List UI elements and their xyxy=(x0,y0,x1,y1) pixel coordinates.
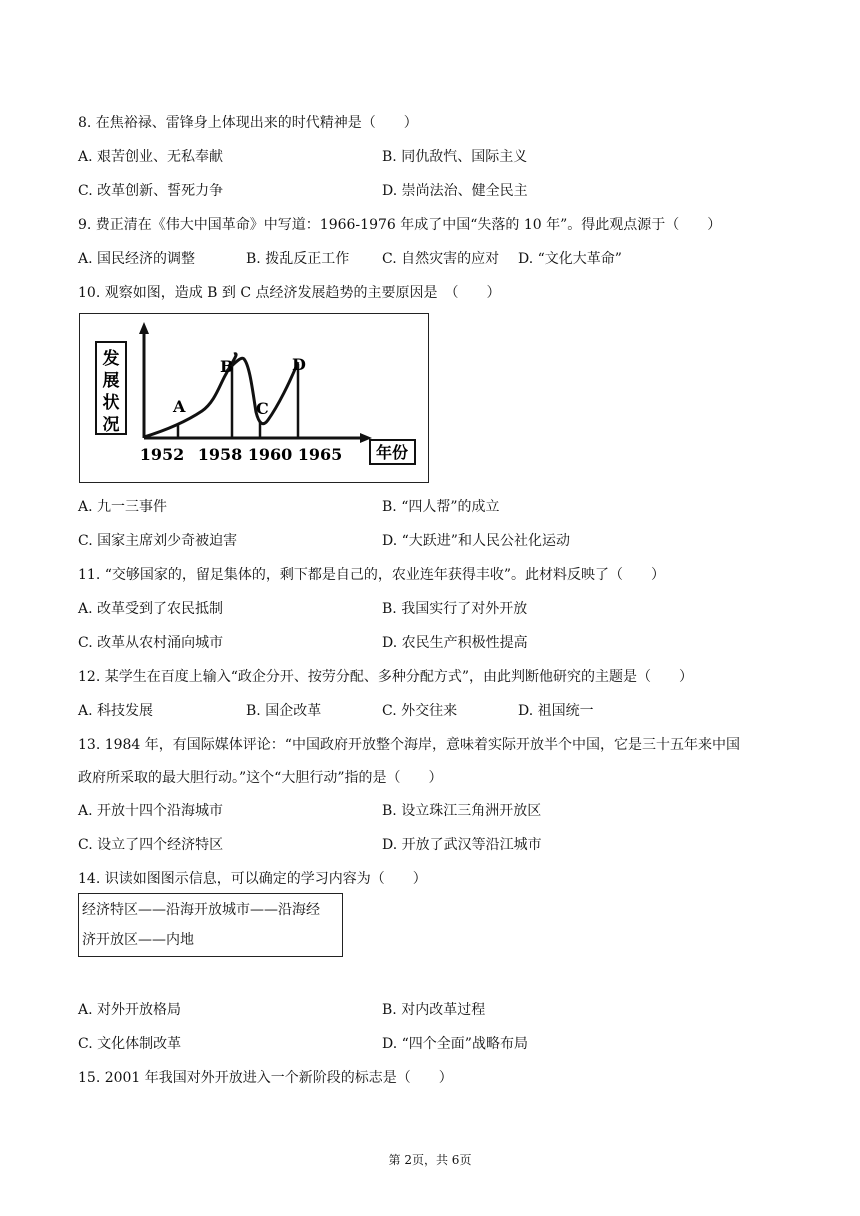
question-13-stem-line-2: 政府所采取的最大胆行动。”这个“大胆行动”指的是（ ） xyxy=(78,770,443,786)
question-8-stem: 8. 在焦裕禄、雷锋身上体现出来的时代精神是（ ） xyxy=(78,115,418,131)
question-14-stem: 14. 识读如图图示信息，可以确定的学习内容为（ ） xyxy=(78,871,427,887)
point-label-d: D xyxy=(292,355,306,374)
question-11-option-a: A. 改革受到了农民抵制 xyxy=(78,601,224,617)
year-label-1960: 1960 xyxy=(247,445,293,464)
question-12-option-a: A. 科技发展 xyxy=(78,703,154,719)
question-15-stem: 15. 2001 年我国对外开放进入一个新阶段的标志是（ ） xyxy=(78,1070,453,1086)
box-text-line-1: 经济特区——沿海开放城市——沿海经 xyxy=(82,902,320,918)
question-8-option-b: B. 同仇敌忾、国际主义 xyxy=(382,149,528,165)
question-8-option-d: D. 崇尚法治、健全民主 xyxy=(382,183,528,199)
question-12-option-c: C. 外交往来 xyxy=(382,703,458,719)
question-14-option-c: C. 文化体制改革 xyxy=(78,1036,182,1052)
question-8-option-a: A. 艰苦创业、无私奉献 xyxy=(78,149,224,165)
question-11-stem: 11. “交够国家的，留足集体的，剩下都是自己的，农业连年获得丰收”。此材料反映了（ ） xyxy=(78,567,666,583)
question-10-option-b: B. “四人帮”的成立 xyxy=(382,499,500,515)
question-12-option-d: D. 祖国统一 xyxy=(518,703,594,719)
question-9-option-d: D. “文化大革命” xyxy=(518,251,622,267)
question-10-option-c: C. 国家主席刘少奇被迫害 xyxy=(78,533,238,549)
y-axis-arrow xyxy=(139,322,149,334)
question-10-option-d: D. “大跃进”和人民公社化运动 xyxy=(382,533,570,549)
year-label-1965: 1965 xyxy=(297,445,343,464)
question-8-option-c: C. 改革创新、誓死力争 xyxy=(78,183,224,199)
question-10-stem: 10. 观察如图，造成 B 到 C 点经济发展趋势的主要原因是 （ ） xyxy=(78,285,501,301)
point-label-c: C xyxy=(256,399,269,418)
box-text-line-2: 济开放区——内地 xyxy=(82,932,194,948)
question-12-option-b: B. 国企改革 xyxy=(246,703,322,719)
question-9-option-c: C. 自然灾害的应对 xyxy=(382,251,500,267)
question-13-option-c: C. 设立了四个经济特区 xyxy=(78,837,224,853)
question-9-option-b: B. 拨乱反正工作 xyxy=(246,251,350,267)
ylabel-char-1: 发 xyxy=(102,349,120,369)
question-13-option-a: A. 开放十四个沿海城市 xyxy=(78,803,224,819)
ylabel-char-3: 状 xyxy=(102,393,120,413)
question-14-option-d: D. “四个全面”战略布局 xyxy=(382,1036,528,1052)
question-9-stem: 9. 费正清在《伟大中国革命》中写道：1966-1976 年成了中国“失落的 10 年”。得此观点源于（ ） xyxy=(78,217,722,233)
point-label-a: A xyxy=(173,397,186,416)
question-11-option-d: D. 农民生产积极性提高 xyxy=(382,635,528,651)
question-11-option-b: B. 我国实行了对外开放 xyxy=(382,601,528,617)
question-14-option-b: B. 对内改革过程 xyxy=(382,1002,486,1018)
question-9-option-a: A. 国民经济的调整 xyxy=(78,251,196,267)
development-trend-graph xyxy=(80,314,428,482)
economic-development-figure xyxy=(79,313,429,483)
xlabel: 年份 xyxy=(375,443,409,462)
point-label-b: B xyxy=(220,357,234,376)
ylabel-char-4: 况 xyxy=(102,415,120,435)
year-label-1958: 1958 xyxy=(197,445,243,464)
opening-pattern-box xyxy=(78,893,343,957)
question-13-stem-line-1: 13. 1984 年，有国际媒体评论：“中国政府开放整个海岸，意味着实际开放半个中国，它是三十五年来中国 xyxy=(78,737,740,753)
question-13-option-d: D. 开放了武汉等沿江城市 xyxy=(382,837,542,853)
ylabel-char-2: 展 xyxy=(102,371,120,391)
question-12-stem: 12. 某学生在百度上输入“政企分开、按劳分配、多种分配方式”，由此判断他研究的主题是（ ） xyxy=(78,669,694,685)
page-footer: 第 2页，共 6页 xyxy=(388,1153,472,1167)
question-11-option-c: C. 改革从农村涌向城市 xyxy=(78,635,224,651)
question-13-option-b: B. 设立珠江三角洲开放区 xyxy=(382,803,542,819)
year-label-1952: 1952 xyxy=(139,445,185,464)
question-10-option-a: A. 九一三事件 xyxy=(78,499,168,515)
question-14-option-a: A. 对外开放格局 xyxy=(78,1002,182,1018)
